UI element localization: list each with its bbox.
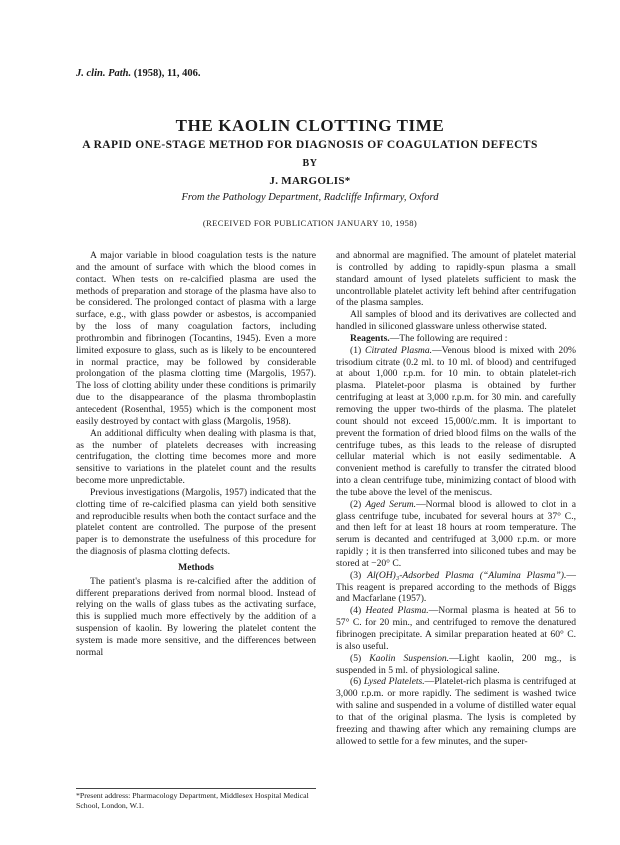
reagent-citrated-plasma xyxy=(336,345,576,499)
reagent-number: (5) xyxy=(350,652,370,664)
right-column xyxy=(336,250,576,747)
reagent-title: Lysed Platelets. xyxy=(363,676,425,688)
reagent-number: (6) xyxy=(350,676,364,688)
footnote: *Present address: Pharmacology Department, Middlesex Hospital Medical School, London, W.1. xyxy=(76,791,309,810)
reagent-title: Citrated Plasma. xyxy=(365,344,433,356)
paragraph-platelets: An additional difficulty when dealing with plasma is that, as the number of platelets decreases with increasing centrifugation, the clotting time becomes more and more sensitive to variations in the platelet count and the results become more unpredictable. xyxy=(76,427,316,487)
paragraph-methods: The patient's plasma is re-calcified after the addition of different preparations derived from normal blood. Instead of relying on the walls of glass tubes as the activating surface, this is supplied much more effectively by the addition of a suspension of kaolin. By lowering the platelet content the system is made more sensitive, and the differences between normal xyxy=(76,575,316,658)
footnote-rule xyxy=(76,788,316,789)
reagent-title: Heated Plasma. xyxy=(365,605,429,617)
journal-reference xyxy=(76,68,201,79)
reagent-text: —This reagent is prepared according to the methods of Biggs and Macfarlane (1957). xyxy=(336,569,576,605)
reagent-lysed-platelets xyxy=(336,676,576,747)
reagent-number: (2) xyxy=(350,498,366,510)
article-subtitle: A RAPID ONE-STAGE METHOD FOR DIAGNOSIS OF COAGULATION DEFECTS xyxy=(82,139,538,151)
reagent-text: —Platelet-rich plasma is centrifuged at 3,000 r.p.m. or more rapidly. The sediment is washed twice with saline and suspended in a volume of distilled water equal to that of the original plasma. The lysis is completed by freezing and thawing after which any remaining clumps are allowed to settle for a few minutes, and the super- xyxy=(336,676,576,747)
reagent-heated-plasma xyxy=(336,605,576,652)
journal-citation: (1958), 11, 406. xyxy=(133,68,201,79)
left-column xyxy=(76,250,316,659)
reagent-number: (4) xyxy=(350,605,366,617)
reagent-text: —Light kaolin, 200 mg., is suspended in 5 ml. of physiological saline. xyxy=(336,652,576,676)
paragraph-siliconed: All samples of blood and its derivatives are collected and handled in siliconed glassware unless otherwise stated. xyxy=(336,309,576,333)
paragraph-reagents xyxy=(336,333,576,345)
reagents-text: —The following are required : xyxy=(389,332,508,344)
reagent-number: (1) xyxy=(350,344,366,356)
reagent-title: Kaolin Suspension. xyxy=(369,652,450,664)
byline-label: BY xyxy=(302,158,318,169)
reagent-number: (3) xyxy=(350,569,368,581)
reagent-title: Aged Serum. xyxy=(365,498,417,510)
reagent-kaolin-suspension xyxy=(336,653,576,677)
section-heading-methods: Methods xyxy=(178,561,214,573)
received-date: (RECEIVED FOR PUBLICATION JANUARY 10, 1958) xyxy=(202,218,418,228)
paragraph-continued: and abnormal are magnified. The amount of platelet material is controlled by adding to rapidly-spun plasma a small standard amount of lysed platelets sufficient to mask the uncontrollable platelet activity left behind after centrifugation of the plasma samples. xyxy=(336,250,576,309)
reagent-text: —Normal plasma is heated at 56 to 57° C. for 20 min., and centrifuged to remove the denatured fibrinogen precipitate. A similar preparation heated at 60° C. is also useful. xyxy=(336,605,576,652)
paragraph-purpose: Previous investigations (Margolis, 1957) indicated that the clotting time of re-calcified plasma can yield both sensitive and reproducible results when both the contact surface and the platelet content are controlled. The purpose of the present paper is to demonstrate the usefulness of this procedure for the diagnosis of plasma clotting defects. xyxy=(76,486,316,558)
paragraph-intro: A major variable in blood coagulation tests is the nature and the amount of surface with which the blood comes in contact. When tests on re-calcified plasma are used the methods of preparation and storage of the plasma have also to be considered. The prolonged contact of plasma with a large surface, e.g., with glass powder or asbestos, is accompanied by the loss of many coagulation factors, including prothrombin and fibrinogen (Tocantins, 1945). Even a more limited exposure to glass, such as is likely to be encountered in normal practice, may be followed by considerable prolongation of the plasma clotting time (Margolis, 1957). The loss of clotting ability under these conditions is primarily due to the disappearance of the plasma thromboplastin antecedent (Rosenthal, 1955) which is the component most easily destroyed by contact with glass (Margolis, 1958). xyxy=(76,250,316,427)
author-affiliation: From the Pathology Department, Radcliffe Infirmary, Oxford xyxy=(181,192,439,203)
reagent-title: Al(OH)₃-Adsorbed Plasma (“Alumina Plasma”). xyxy=(367,569,567,581)
reagent-aged-serum xyxy=(336,499,576,570)
reagent-text: —Venous blood is mixed with 20% trisodium citrate (0.2 ml. to 10 ml. of blood) and centrifuged at about 1,000 r.p.m. for 10 min. to obtain platelet-rich plasma. Platelet-poor plasma is obtained by further centrifuging at least at 3,000 r.p.m. for 30 min. and carefully removing the upper two-thirds of the plasma. The platelet count should not exceed 15,000/c.mm. It is important to prevent the formation of dried blood films on the walls of the centrifuge tubes, as this leads to the release of disrupted cellular material which is not easily sedimentable. A convenient method is carefully to transfer the citrated blood into a clean centrifuge tube, minimizing contact of blood with the tube above the level of the meniscus. xyxy=(336,344,577,498)
reagent-alumina-plasma xyxy=(336,570,576,606)
article-title: THE KAOLIN CLOTTING TIME xyxy=(175,116,445,135)
author-name: J. MARGOLIS* xyxy=(269,175,351,187)
journal-abbrev: J. clin. Path. xyxy=(76,68,132,79)
reagent-text: —Normal blood is allowed to clot in a glass centrifuge tube, incubated for several hours at 37° C., and then left for at least 18 hours at room temperature. The serum is decanted and centrifuged at 3,000 r.p.m. or more rapidly ; it is then transferred into siliconed tubes and may be stored at −20° C. xyxy=(336,498,576,569)
reagents-label: Reagents. xyxy=(350,332,390,344)
